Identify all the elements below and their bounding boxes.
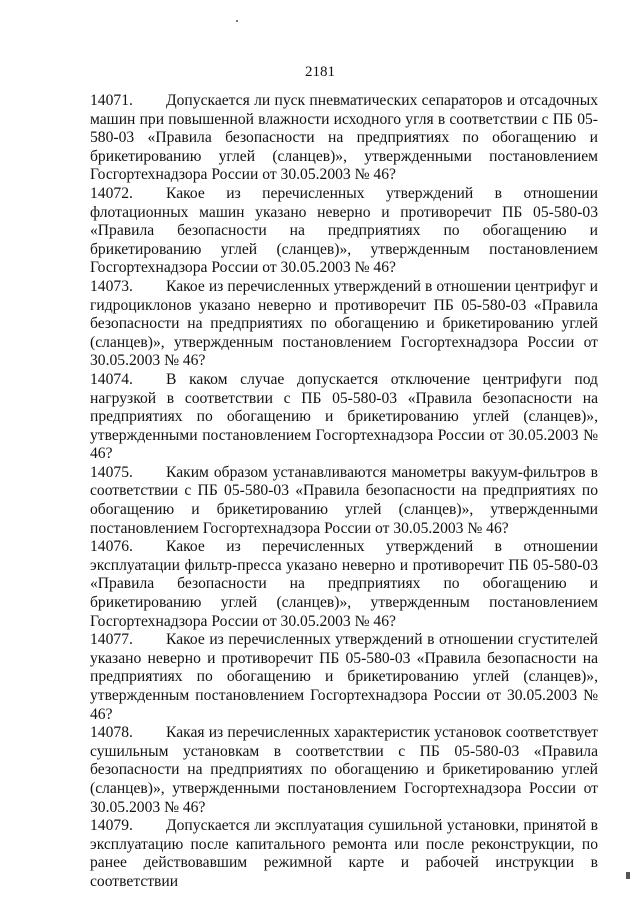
- question-text: Допускается ли пуск пневматических сепараторов и отсадочных машин при повышенной влажности исходного угля в соответствии с ПБ 05-580-03 «Правила безопасности на предприятиях по обогащению и брикетированию углей (сланцев)», утвержденными постановлением Госгортехнадзора России от 30.05.2003 № 46?: [90, 92, 598, 184]
- question-item: [90, 817, 598, 891]
- question-number: 14079.: [90, 817, 133, 835]
- question-item: [90, 538, 598, 631]
- question-text: Допускается ли эксплуатация сушильной установки, принятой в эксплуатацию после капитального ремонта или после реконструкции, по ранее действовавшим режимной карте и рабочей инструкции в соответствии: [90, 817, 598, 890]
- question-item: [90, 278, 598, 371]
- question-text: Какое из перечисленных утверждений в отношении флотационных машин указано неверно и противоречит ПБ 05-580-03 «Правила безопасности на предприятиях по обогащению и брикетированию углей (сланцев)», утвержденным постановлением Госгортехнадзора России от 30.05.2003 № 46?: [90, 184, 598, 277]
- question-text: В каком случае допускается отключение центрифуги под нагрузкой в соответствии с ПБ 05-580-03 «Правила безопасности на предприятиях по обогащению и брикетированию углей (сланцев)», утвержденными постановлением Госгортехнадзора России от 30.05.2003 № 46?: [90, 370, 598, 463]
- question-item: [90, 724, 598, 817]
- question-item: [90, 464, 598, 538]
- question-number: 14072.: [90, 184, 133, 202]
- question-text: Каким образом устанавливаются манометры вакуум-фильтров в соответствии с ПБ 05-580-03 «Правила безопасности на предприятиях по обогащению и брикетированию углей (сланцев)», утвержденными постановлением Госгортехнадзора России от 30.05.2003 № 46?: [90, 463, 598, 537]
- question-text: Какая из перечисленных характеристик установок соответствует сушильным установкам в соответствии с ПБ 05-580-03 «Правила безопасности на предприятиях по обогащению и брикетированию углей (сланцев)», утвержденными постановлением Госгортехнадзора России от 30.05.2003 № 46?: [90, 724, 598, 816]
- question-list: [90, 92, 598, 892]
- page-number: 2181: [305, 64, 335, 80]
- question-number: 14077.: [90, 631, 133, 649]
- question-text: Какое из перечисленных утверждений в отношении центрифуг и гидроциклонов указано неверно и противоречит ПБ 05-580-03 «Правила безопасности на предприятиях по обогащению и брикетированию углей (сланцев)», утвержденным постановлением Госгортехнадзора России от 30.05.2003 № 46?: [90, 277, 598, 370]
- question-item: [90, 371, 598, 464]
- question-number: 14071.: [90, 92, 133, 109]
- question-number: 14076.: [90, 538, 133, 556]
- question-number: 14073.: [90, 277, 133, 295]
- question-text: Какое из перечисленных утверждений в отношении сгустителей указано неверно и противоречит ПБ 05-580-03 «Правила безопасности на предприятиях по обогащению и брикетированию углей (сланцев)», утвержденным постановлением Госгортехнадзора России от 30.05.2003 № 46?: [90, 631, 598, 723]
- question-item: [90, 631, 598, 724]
- question-number: 14075.: [90, 463, 133, 481]
- scan-edge-mark: [626, 872, 630, 879]
- question-number: 14078.: [90, 724, 133, 742]
- question-number: 14074.: [90, 370, 133, 388]
- question-item: [90, 92, 598, 185]
- question-text: Какое из перечисленных утверждений в отношении эксплуатации фильтр-пресса указано неверно и противоречит ПБ 05-580-03 «Правила безопасности на предприятиях по обогащению и брикетированию углей (сланцев)», утвержденным постановлением Госгортехнадзора России от 30.05.2003 № 46?: [90, 538, 598, 630]
- scan-speck: [236, 20, 238, 22]
- question-item: [90, 185, 598, 278]
